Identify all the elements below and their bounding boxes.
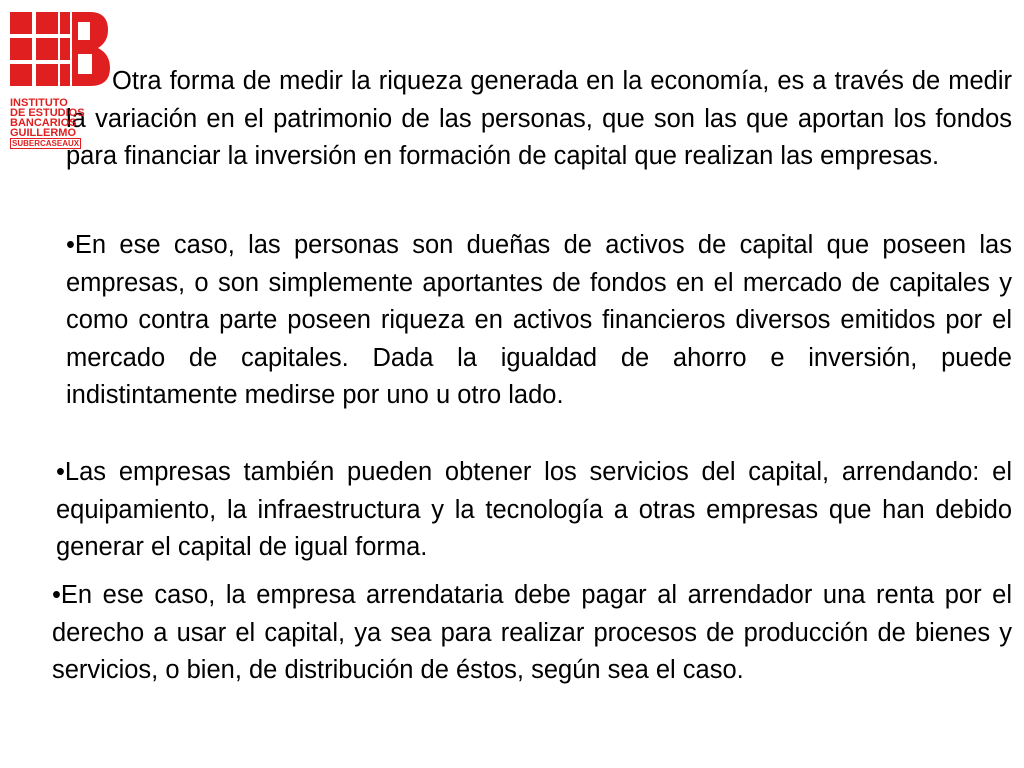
logo-line: BANCARIOS [10, 117, 77, 129]
logo-line: SUBERCASEAUX [12, 139, 80, 148]
ieb-logo-icon [8, 8, 112, 96]
logo-line: DE ESTUDIOS [10, 107, 85, 119]
logo-line: GUILLERMO [10, 127, 76, 139]
paragraph-capital-leasing: •Las empresas también pueden obtener los servicios del capital, arrendando: el equipamiento, la infraestructura y la tecnología a otras empresas que han debido generar el capital de igual forma. [56, 458, 1012, 561]
paragraph-lease-rent: •En ese caso, la empresa arrendataria debe pagar al arrendador una renta por el derecho a usar el capital, ya sea para realizar procesos de producción de bienes y servicios, o bien, de distribución de éstos, según sea el caso. [52, 581, 1012, 684]
institute-logo [8, 8, 112, 158]
paragraph-capital-owners: •En ese caso, las personas son dueñas de activos de capital que poseen las empresas, o son simplemente aportantes de fondos en el mercado de capitales y como contra parte poseen riqueza en activos financieros diversos emitidos por el mercado de capitales. Dada la igualdad de ahorro e inversión, puede indistintamente medirse por uno u otro lado. [66, 231, 1012, 409]
logo-wordmark [10, 98, 110, 149]
logo-line: INSTITUTO [10, 97, 68, 109]
paragraph-wealth-measurement: Otra forma de medir la riqueza generada en la economía, es a través de medir la variación en el patrimonio de las personas, que son las que aportan los fondos para financiar la inversión en formación de capital que realizan las empresas. [66, 67, 1012, 170]
